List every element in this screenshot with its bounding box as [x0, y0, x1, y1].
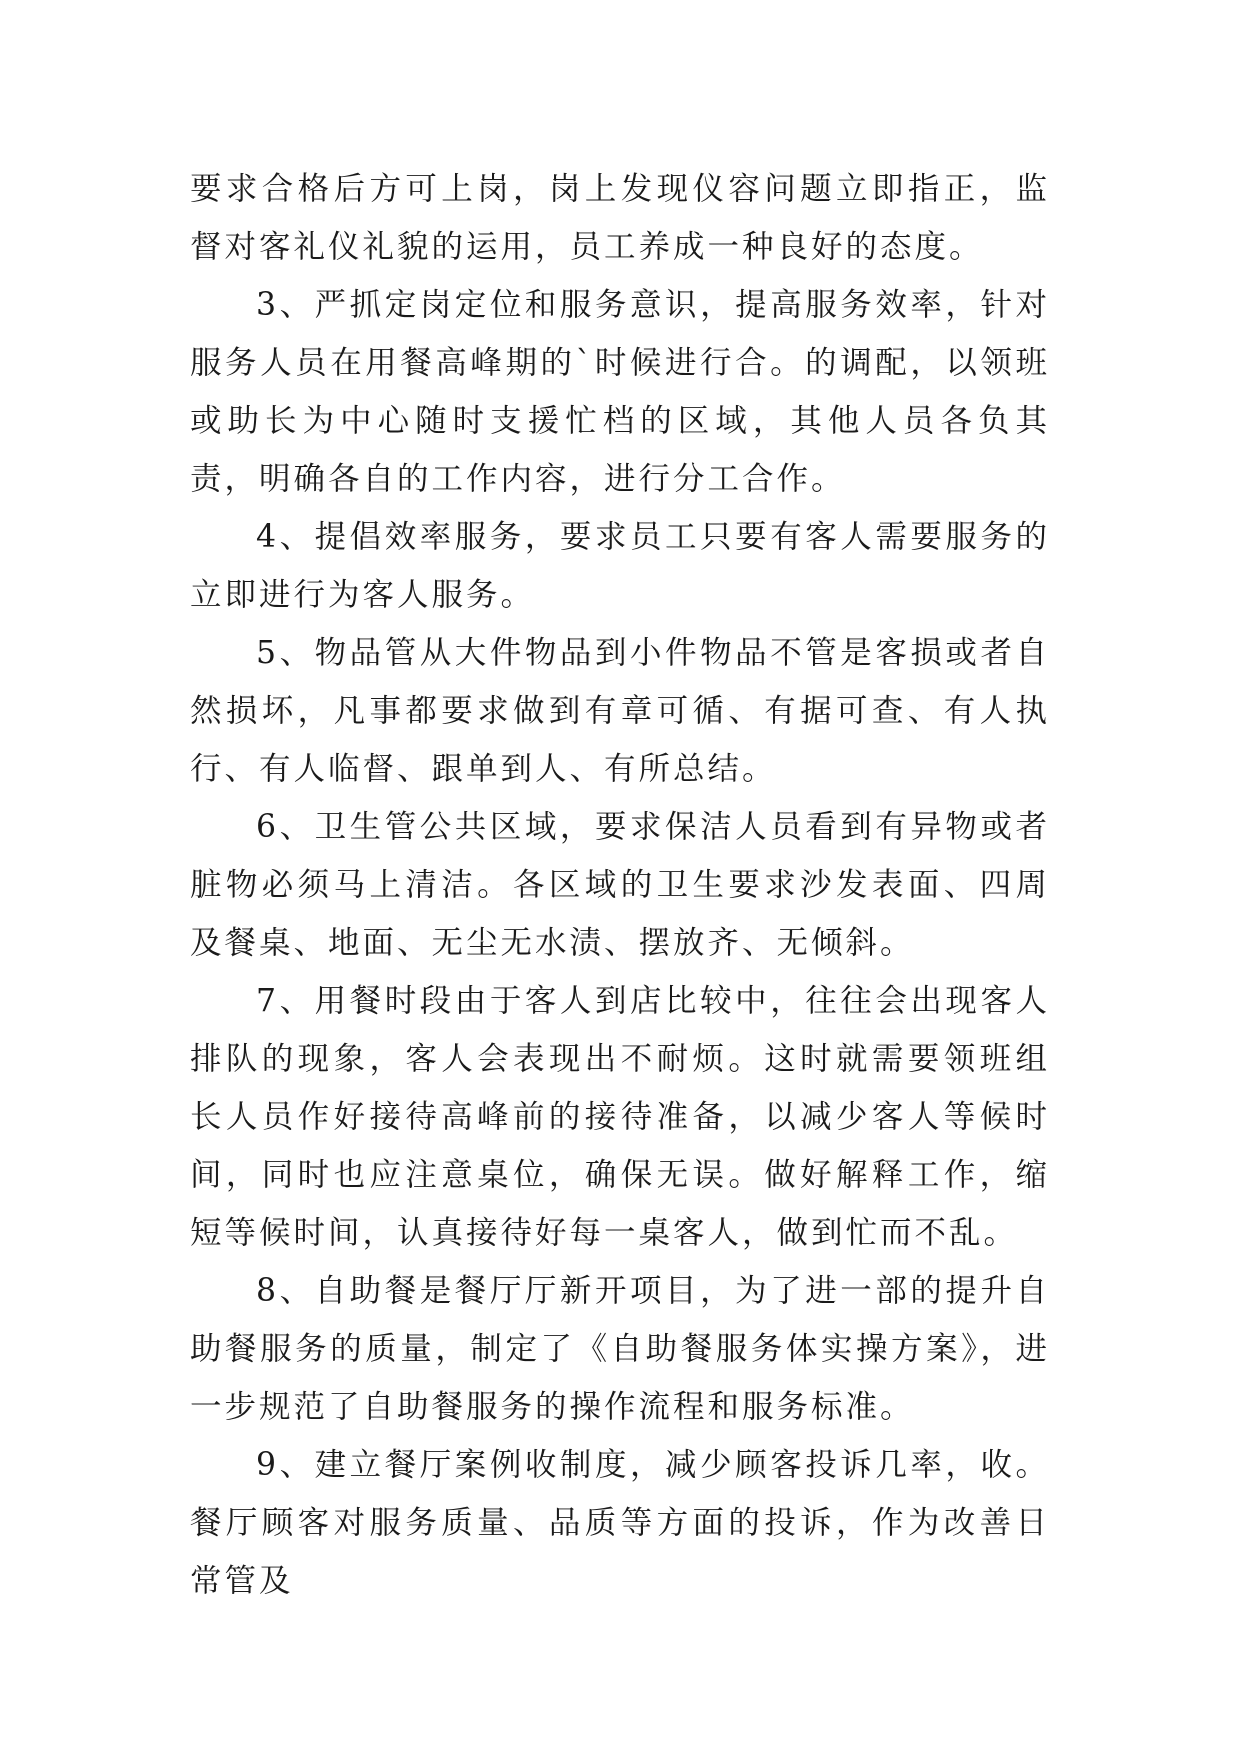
paragraph-item-9: 9、建立餐厅案例收制度，减少顾客投诉几率，收。餐厅顾客对服务质量、品质等方面的投诉，作为改善日常管及: [190, 1447, 1050, 1599]
paragraph-item-5: 5、物品管从大件物品到小件物品不管是客损或者自然损坏，凡事都要求做到有章可循、有据可查、有人执行、有人临督、跟单到人、有所总结。: [190, 635, 1050, 787]
paragraph-item-7: 7、用餐时段由于客人到店比较中，往往会出现客人排队的现象，客人会表现出不耐烦。这时就需要领班组长人员作好接待高峰前的接待准备，以减少客人等候时间，同时也应注意桌位，确保无误。做好解释工作，缩短等候时间，认真接待好每一桌客人，做到忙而不乱。: [190, 983, 1050, 1251]
paragraph-item-6: 6、卫生管公共区域，要求保洁人员看到有异物或者脏物必须马上清洁。各区域的卫生要求沙发表面、四周及餐桌、地面、无尘无水渍、摆放齐、无倾斜。: [190, 809, 1050, 961]
paragraph-item-8: 8、自助餐是餐厅厅新开项目，为了进一部的提升自助餐服务的质量，制定了《自助餐服务体实操方案》，进一步规范了自助餐服务的操作流程和服务标准。: [190, 1273, 1050, 1425]
paragraph-item-3: 3、严抓定岗定位和服务意识，提高服务效率，针对服务人员在用餐高峰期的`时候进行合。的调配，以领班或助长为中心随时支援忙档的区域，其他人员各负其责，明确各自的工作内容，进行分工合作。: [190, 287, 1050, 497]
paragraph-item-4: 4、提倡效率服务，要求员工只要有客人需要服务的立即进行为客人服务。: [190, 519, 1050, 613]
paragraph-continuation: 要求合格后方可上岗，岗上发现仪容问题立即指正，监督对客礼仪礼貌的运用，员工养成一种良好的态度。: [190, 171, 1050, 265]
document-body: [190, 160, 1050, 1610]
